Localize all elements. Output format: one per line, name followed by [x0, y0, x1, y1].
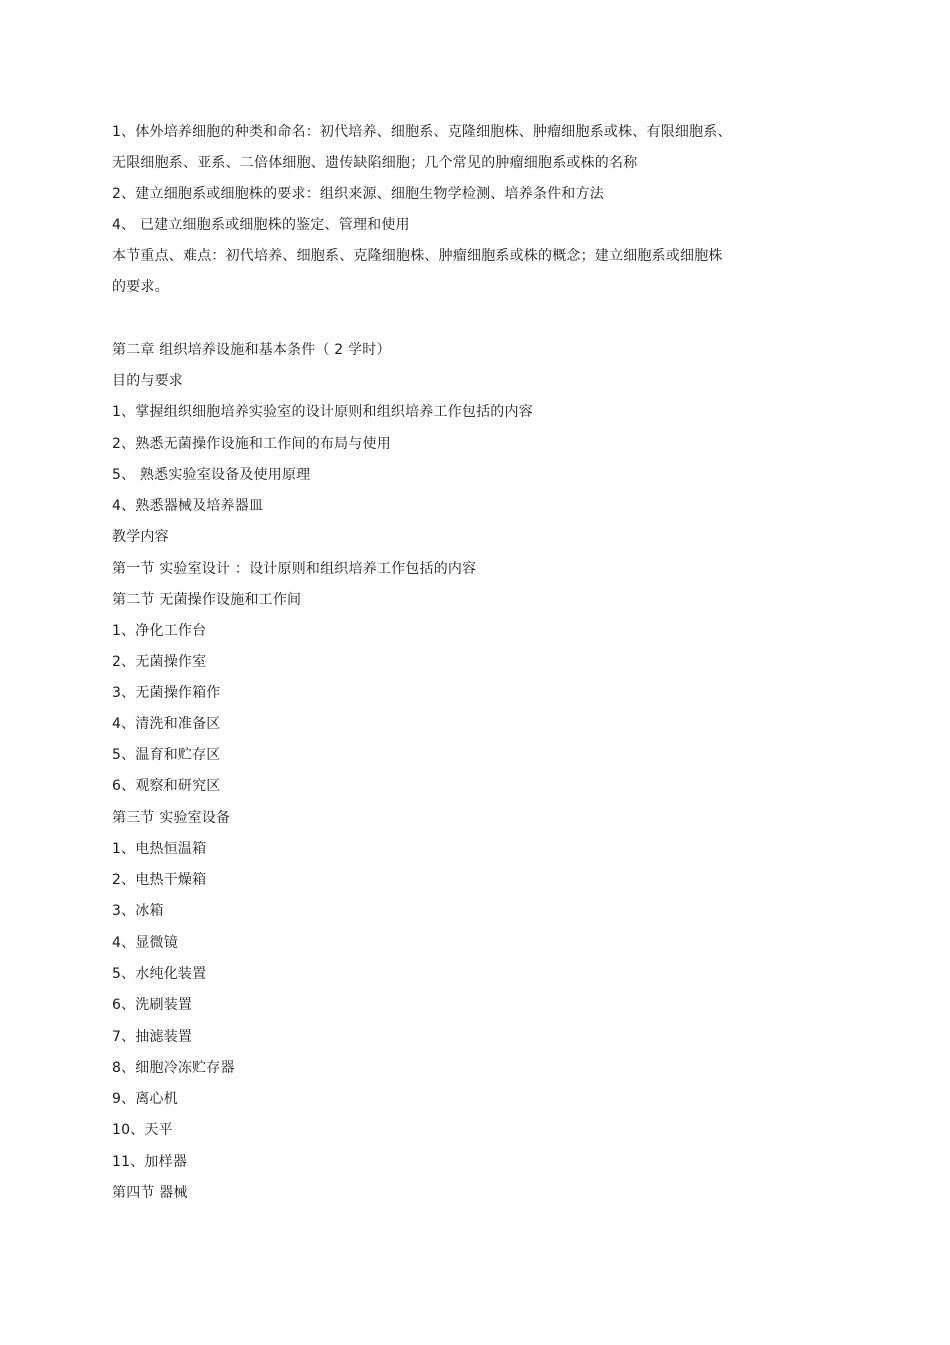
list-item: 9、离心机: [112, 1091, 178, 1107]
section-heading: 第三节 实验室设备: [112, 810, 231, 826]
list-item: 3、无菌操作箱作: [112, 685, 221, 701]
list-item: 6、洗刷装置: [112, 997, 193, 1013]
list-item: 2、电热干燥箱: [112, 872, 207, 888]
list-item: 3、冰箱: [112, 903, 164, 919]
list-item: 1、净化工作台: [112, 623, 207, 639]
section-heading: 第四节 器械: [112, 1185, 188, 1201]
list-item: 1、电热恒温箱: [112, 841, 207, 857]
text-line: 1、掌握组织细胞培养实验室的设计原则和组织培养工作包括的内容: [112, 404, 533, 420]
list-item: 2、无菌操作室: [112, 654, 207, 670]
text-line: 1、体外培养细胞的种类和命名：初代培养、细胞系、克隆细胞株、肿瘤细胞系或株、有限细胞系、: [112, 124, 732, 140]
list-item: 4、显微镜: [112, 935, 178, 951]
text-line: 5、 熟悉实验室设备及使用原理: [112, 467, 311, 483]
list-item: 5、水纯化装置: [112, 966, 207, 982]
chapter-heading: 第二章 组织培养设施和基本条件（ 2 学时）: [112, 342, 391, 358]
section-heading: 目的与要求: [112, 373, 183, 389]
list-item: 6、观察和研究区: [112, 778, 221, 794]
section-heading: 第一节 实验室设计 ：设计原则和组织培养工作包括的内容: [112, 561, 477, 577]
text-line: 2、熟悉无菌操作设施和工作间的布局与使用: [112, 436, 391, 452]
text-line: 本节重点、难点：初代培养、细胞系、克隆细胞株、肿瘤细胞系或株的概念；建立细胞系或细胞株: [112, 248, 723, 264]
list-item: 5、温育和贮存区: [112, 747, 221, 763]
text-line: 2、建立细胞系或细胞株的要求：组织来源、细胞生物学检测、培养条件和方法: [112, 186, 604, 202]
list-item: 8、细胞冷冻贮存器: [112, 1060, 235, 1076]
text-line: 的要求。: [112, 279, 169, 295]
text-line: 4、熟悉器械及培养器皿: [112, 498, 264, 514]
list-item: 4、清洗和准备区: [112, 716, 221, 732]
list-item: 10、天平: [112, 1122, 173, 1138]
section-heading: 第二节 无菌操作设施和工作间: [112, 592, 302, 608]
list-item: 11、加样器: [112, 1154, 188, 1170]
section-heading: 教学内容: [112, 529, 169, 545]
list-item: 7、抽滤装置: [112, 1029, 193, 1045]
text-line: 无限细胞系、亚系、二倍体细胞、遗传缺陷细胞；几个常见的肿瘤细胞系或株的名称: [112, 155, 638, 171]
text-line: 4、 已建立细胞系或细胞株的鉴定、管理和使用: [112, 217, 410, 233]
